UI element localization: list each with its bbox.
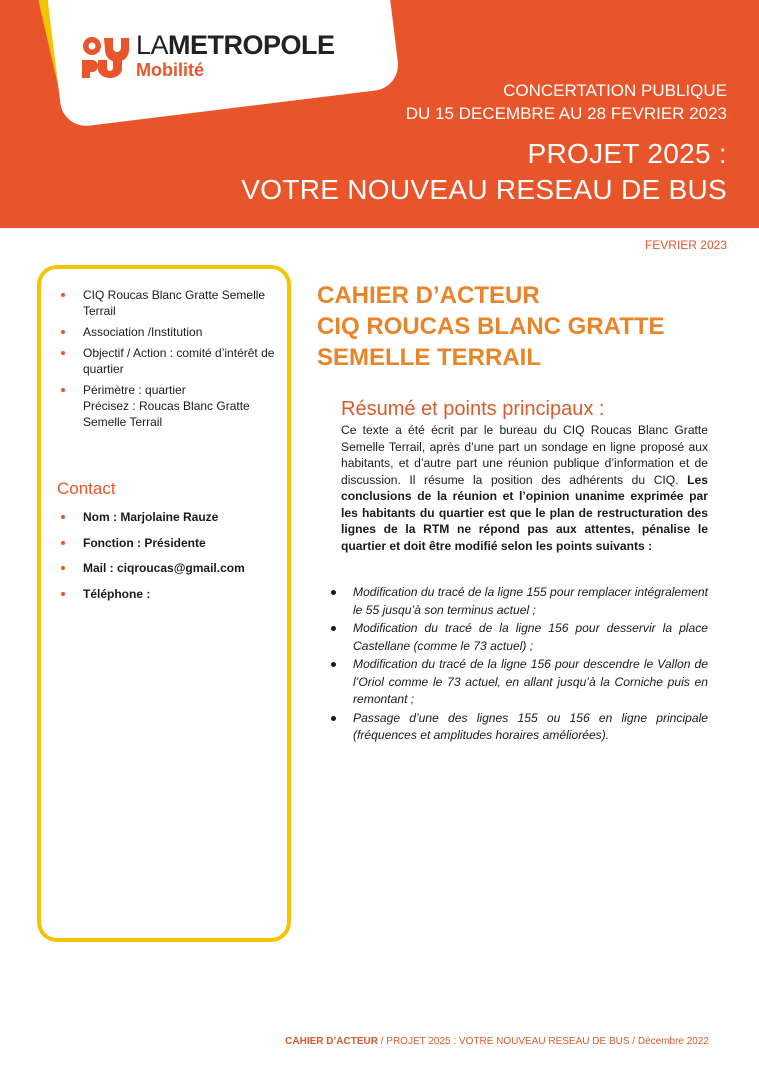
publication-date: FEVRIER 2023	[644, 238, 727, 252]
point-item: Passage d’une des lignes 155 ou 156 en ligne principale (fréquences et amplitudes horaires améliorées).	[327, 710, 708, 745]
concertation-line-2: DU 15 DECEMBRE AU 28 FEVRIER 2023	[405, 104, 727, 123]
metropole-logo-icon	[80, 36, 130, 78]
contact-heading: Contact	[57, 479, 116, 498]
project-title-line-1: PROJET 2025 :	[527, 138, 727, 169]
point-item: Modification du tracé de la ligne 155 pour remplacer intégralement le 55 jusqu’à son terminus actuel ;	[327, 584, 708, 619]
info-perimeter	[41, 382, 281, 429]
footer-doc-type: CAHIER D’ACTEUR	[285, 1036, 378, 1047]
title-line-3: SEMELLE TERRAIL	[317, 344, 542, 371]
info-objective: Objectif / Action : comité d’intérêt de quartier	[41, 345, 281, 382]
contact-list	[41, 509, 281, 611]
brand-subtitle: Mobilité	[136, 60, 204, 80]
point-item: Modification du tracé de la ligne 156 pour desservir la place Castellane (comme le 73 actuel) ;	[327, 620, 708, 655]
contact-mail[interactable]: Mail : ciqroucas@gmail.com	[41, 560, 281, 586]
info-list	[41, 287, 281, 429]
contact-name: Nom : Marjolaine Rauze	[41, 509, 281, 535]
summary-intro: Ce texte a été écrit par le bureau du CIQ Roucas Blanc Gratte Semelle Terrail, après d’une part un sondage en ligne proposé aux habitants, et d’autre part une réunion publique d’information et de discussion. Il résume la position des adhérents du CIQ.	[341, 423, 708, 487]
title-line-2: CIQ ROUCAS BLANC GRATTE	[317, 313, 665, 340]
precision-text: Précisez : Roucas Blanc Gratte Semelle Terrail	[83, 399, 250, 429]
info-type: Association /Institution	[41, 324, 281, 345]
document-title	[317, 280, 665, 373]
summary-paragraph	[341, 422, 708, 554]
summary-conclusion: Les conclusions de la réunion et l’opinion unanime exprimée par les habitants du quartier est que le plan de restructuration des lignes de la RTM ne répond pas aux attentes, pénalise le quartier et doit être modifié selon les points suivants :	[341, 472, 708, 553]
project-title-line-2: VOTRE NOUVEAU RESEAU DE BUS	[241, 174, 727, 205]
summary-heading: Résumé et points principaux :	[341, 398, 605, 420]
contact-role: Fonction : Présidente	[41, 535, 281, 561]
perimeter-text: Périmètre : quartier	[83, 383, 186, 397]
footer-project: / PROJET 2025 : VOTRE NOUVEAU RESEAU DE BUS / Décembre 2022	[377, 1036, 709, 1047]
actor-info-panel	[37, 265, 291, 942]
contact-phone: Téléphone :	[41, 586, 281, 612]
title-line-1: CAHIER D’ACTEUR	[317, 282, 540, 309]
brand-name: LAMETROPOLE	[136, 30, 335, 60]
page-footer	[285, 1036, 709, 1047]
point-item: Modification du tracé de la ligne 156 pour descendre le Vallon de l’Oriol comme le 73 actuel, en allant jusqu’à la Corniche puis en remontant ;	[327, 656, 708, 709]
header-banner	[0, 0, 759, 228]
points-list	[327, 584, 708, 746]
info-organization: CIQ Roucas Blanc Gratte Semelle Terrail	[41, 287, 281, 324]
concertation-line-1: CONCERTATION PUBLIQUE	[503, 81, 727, 100]
